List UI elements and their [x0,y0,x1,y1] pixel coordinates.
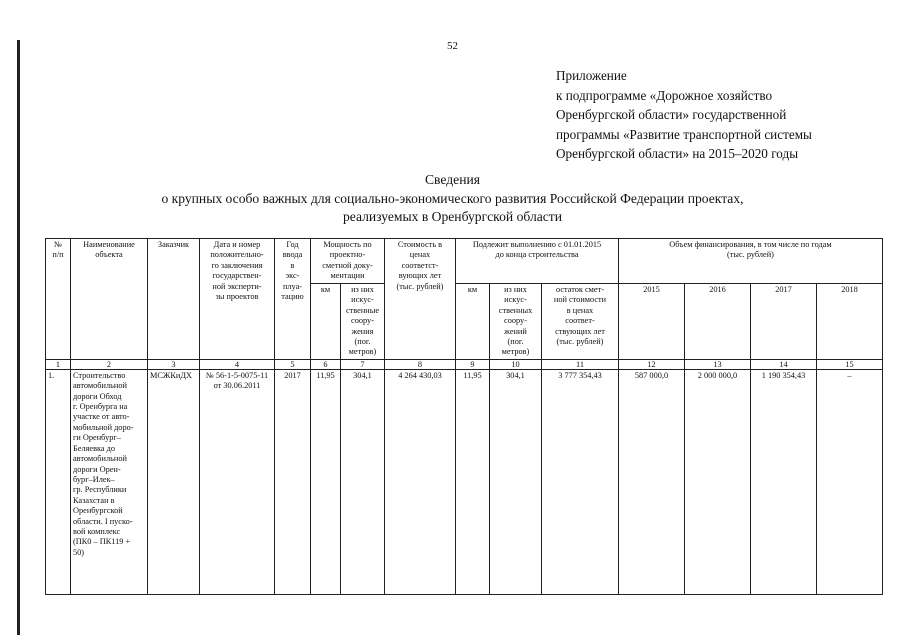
appendix-line: Оренбургской области» на 2015–2020 годы [556,146,799,161]
column-number: 10 [490,359,542,369]
appendix-line: программы «Развитие транспортной системы [556,126,812,142]
header-capacity-art: из них искус- ственные соору- жения (пог. метров) [341,284,385,360]
appendix-line: к подпрограмме «Дорожное хозяйство [556,87,773,103]
column-number: 12 [619,359,685,369]
header-remaining-cost: остаток смет- ной стоимости в ценах соответ- ствующих лет (тыс. рублей) [542,284,619,360]
row-funding-2017: 1 190 354,43 [751,369,817,594]
appendix-line: Приложение [556,68,627,83]
header-year-2016: 2016 [685,284,751,360]
row-num: 1. [46,369,71,594]
document-subtitle: о крупных особо важных для социально-экономического развития Российской Федерации проектах, [161,191,744,206]
row-funding-2015: 587 000,0 [619,369,685,594]
header-year-2017: 2017 [751,284,817,360]
column-number: 1 [46,359,71,369]
column-number: 3 [148,359,200,369]
row-capacity-km: 11,95 [311,369,341,594]
column-number: 15 [817,359,883,369]
column-number: 9 [456,359,490,369]
document-subtitle-2: реализуемых в Оренбургской области [342,209,563,224]
row-year: 2017 [275,369,311,594]
column-number: 11 [542,359,619,369]
projects-table [45,238,883,595]
document-title: Сведения [424,172,480,187]
header-year-2018: 2018 [817,284,883,360]
row-funding-2018: – [817,369,883,594]
row-funding-2016: 2 000 000,0 [685,369,751,594]
column-number: 8 [385,359,456,369]
column-number-row [46,359,883,369]
row-capacity-art: 304,1 [341,369,385,594]
column-number: 4 [200,359,275,369]
row-remaining-art: 304,1 [490,369,542,594]
header-customer: Заказчик [148,239,200,360]
row-object-name: Строительство автомобильной дороги Обход г. Оренбурга на участке от авто- мобильной доро- ги Оренбург– Беляевка до автомобильной дороги Орен- бург–Илек– гр. Республики Казахстан в Оренбургской области. I пуско- вой комплекс (ПК0 – ПК119 + 50) [71,369,148,594]
row-cost: 4 264 430,03 [385,369,456,594]
header-remaining-art: из них искус- ственных соору- жений (пог. метров) [490,284,542,360]
header-row [46,239,883,284]
column-number: 6 [311,359,341,369]
header-remaining-group: Подлежит выполнению с 01.01.2015 до конца строительства [456,239,619,284]
column-number: 2 [71,359,148,369]
row-remaining-cost: 3 777 354,43 [542,369,619,594]
row-expertise: № 56-1-5-0075-11 от 30.06.2011 [200,369,275,594]
scan-edge-line [17,40,20,635]
header-capacity-km: км [311,284,341,360]
column-number: 7 [341,359,385,369]
appendix-line: Оренбургской области» государственной [556,107,787,122]
header-year: Год ввода в экс- плуа- тацию [275,239,311,360]
header-name: Наименование объекта [71,239,148,360]
header-funding-group: Объем финансирования, в том числе по годам (тыс. рублей) [619,239,883,284]
header-num: № п/п [46,239,71,360]
page-number: 52 [447,40,458,52]
column-number: 5 [275,359,311,369]
row-remaining-km: 11,95 [456,369,490,594]
header-cost: Стоимость в ценах соответст- вующих лет (тыс. рублей) [385,239,456,360]
header-expertise: Дата и номер положительно- го заключения государствен- ной эксперти- зы проектов [200,239,275,360]
appendix-note [556,66,812,164]
header-capacity-group: Мощность по проектно- сметной доку- ментации [311,239,385,284]
row-customer: МСЖКиДХ [148,369,200,594]
header-remaining-km: км [456,284,490,360]
table-row [46,369,883,594]
column-number: 14 [751,359,817,369]
column-number: 13 [685,359,751,369]
header-year-2015: 2015 [619,284,685,360]
